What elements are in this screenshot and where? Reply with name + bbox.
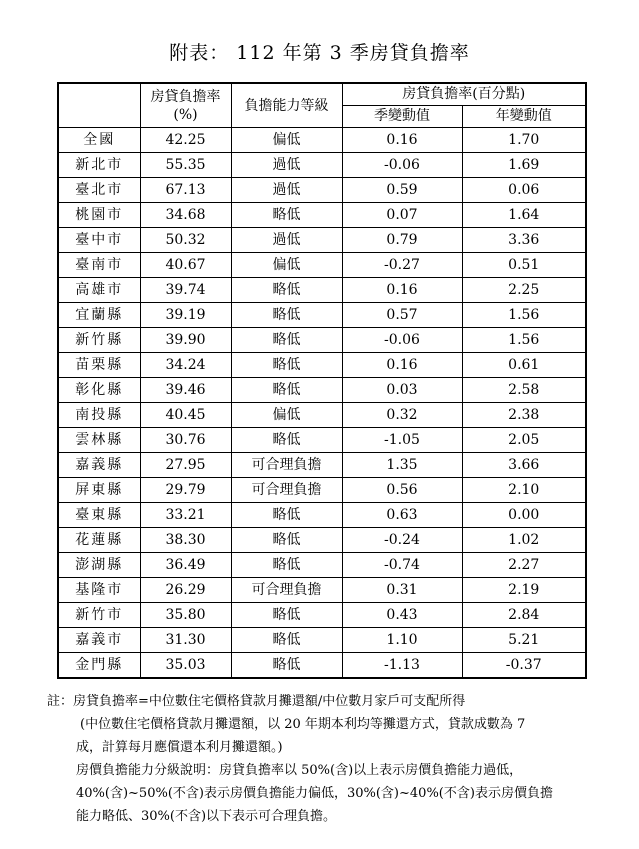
region-cell: 苗栗縣 xyxy=(58,353,140,378)
table-row xyxy=(58,553,586,578)
header-ratio-unit: (%) xyxy=(173,106,198,123)
region-cell: 全國 xyxy=(58,128,140,153)
note-method-cont: 成，計算每月應償還本利月攤還額。) xyxy=(76,740,283,755)
yoy-cell: 3.66 xyxy=(462,453,586,478)
region-cell: 屏東縣 xyxy=(58,478,140,503)
ratio-cell: 34.68 xyxy=(140,203,231,228)
yoy-cell: 2.58 xyxy=(462,378,586,403)
yoy-cell: 2.27 xyxy=(462,553,586,578)
ratio-cell: 27.95 xyxy=(140,453,231,478)
ratio-cell: 40.45 xyxy=(140,403,231,428)
yoy-cell: 0.06 xyxy=(462,178,586,203)
level-cell: 過低 xyxy=(231,228,342,253)
qoq-cell: 0.63 xyxy=(342,503,462,528)
level-cell: 略低 xyxy=(231,203,342,228)
qoq-cell: -0.74 xyxy=(342,553,462,578)
header-level: 負擔能力等級 xyxy=(231,83,342,128)
qoq-cell: -0.27 xyxy=(342,253,462,278)
ratio-cell: 26.29 xyxy=(140,578,231,603)
level-cell: 略低 xyxy=(231,553,342,578)
table-row xyxy=(58,603,586,628)
table-row xyxy=(58,653,586,679)
ratio-cell: 39.74 xyxy=(140,278,231,303)
qoq-cell: 0.32 xyxy=(342,403,462,428)
region-cell: 南投縣 xyxy=(58,403,140,428)
table-row xyxy=(58,378,586,403)
table-row xyxy=(58,253,586,278)
table-row xyxy=(58,353,586,378)
table-row xyxy=(58,453,586,478)
region-cell: 宜蘭縣 xyxy=(58,303,140,328)
yoy-cell: 3.36 xyxy=(462,228,586,253)
level-cell: 略低 xyxy=(231,278,342,303)
level-cell: 偏低 xyxy=(231,403,342,428)
qoq-cell: -0.06 xyxy=(342,328,462,353)
table-row xyxy=(58,203,586,228)
table-row xyxy=(58,428,586,453)
qoq-cell: 0.43 xyxy=(342,603,462,628)
header-ratio xyxy=(140,83,231,128)
level-cell: 略低 xyxy=(231,328,342,353)
ratio-cell: 33.21 xyxy=(140,503,231,528)
level-cell: 偏低 xyxy=(231,253,342,278)
yoy-cell: 1.02 xyxy=(462,528,586,553)
region-cell: 嘉義市 xyxy=(58,628,140,653)
table-body xyxy=(58,128,586,679)
table-row xyxy=(58,628,586,653)
yoy-cell: 2.05 xyxy=(462,428,586,453)
yoy-cell: 1.56 xyxy=(462,328,586,353)
level-cell: 偏低 xyxy=(231,128,342,153)
ratio-cell: 36.49 xyxy=(140,553,231,578)
qoq-cell: 1.35 xyxy=(342,453,462,478)
level-cell: 過低 xyxy=(231,178,342,203)
region-cell: 臺中市 xyxy=(58,228,140,253)
qoq-cell: -0.24 xyxy=(342,528,462,553)
header-yoy: 年變動值 xyxy=(462,106,586,128)
table-row xyxy=(58,578,586,603)
header-ratio-label: 房貸負擔率 xyxy=(150,88,221,105)
table-row xyxy=(58,228,586,253)
yoy-cell: 1.70 xyxy=(462,128,586,153)
note-definition: 註：房貸負擔率=中位數住宅價格貸款月攤還額/中位數月家戶可支配所得 xyxy=(47,694,466,709)
ratio-cell: 39.90 xyxy=(140,328,231,353)
ratio-cell: 55.35 xyxy=(140,153,231,178)
level-cell: 略低 xyxy=(231,503,342,528)
region-cell: 花蓮縣 xyxy=(58,528,140,553)
housing-loan-burden-table xyxy=(57,82,587,679)
level-cell: 略低 xyxy=(231,653,342,679)
level-cell: 可合理負擔 xyxy=(231,478,342,503)
ratio-cell: 67.13 xyxy=(140,178,231,203)
note-level-definition-cont: 40%(含)~50%(不含)表示房價負擔能力偏低，30%(含)~40%(不含)表示房價負擔 xyxy=(76,786,553,801)
table-row xyxy=(58,128,586,153)
region-cell: 澎湖縣 xyxy=(58,553,140,578)
note-method: (中位數住宅價格貸款月攤還額，以 20 年期本利均等攤還方式，貸款成數為 7 xyxy=(80,717,526,732)
ratio-cell: 42.25 xyxy=(140,128,231,153)
region-cell: 金門縣 xyxy=(58,653,140,679)
ratio-cell: 50.32 xyxy=(140,228,231,253)
yoy-cell: 2.38 xyxy=(462,403,586,428)
qoq-cell: 1.10 xyxy=(342,628,462,653)
qoq-cell: 0.57 xyxy=(342,303,462,328)
qoq-cell: 0.56 xyxy=(342,478,462,503)
level-cell: 略低 xyxy=(231,303,342,328)
qoq-cell: -1.05 xyxy=(342,428,462,453)
region-cell: 新北市 xyxy=(58,153,140,178)
region-cell: 臺南市 xyxy=(58,253,140,278)
region-cell: 嘉義縣 xyxy=(58,453,140,478)
yoy-cell: 1.64 xyxy=(462,203,586,228)
header-qoq: 季變動值 xyxy=(342,106,462,128)
qoq-cell: 0.59 xyxy=(342,178,462,203)
yoy-cell: 0.61 xyxy=(462,353,586,378)
qoq-cell: 0.07 xyxy=(342,203,462,228)
yoy-cell: -0.37 xyxy=(462,653,586,679)
ratio-cell: 34.24 xyxy=(140,353,231,378)
region-cell: 臺東縣 xyxy=(58,503,140,528)
level-cell: 略低 xyxy=(231,628,342,653)
table-row xyxy=(58,153,586,178)
page-title: 附表： 112 年第 3 季房貸負擔率 xyxy=(169,42,470,64)
region-cell: 彰化縣 xyxy=(58,378,140,403)
yoy-cell: 5.21 xyxy=(462,628,586,653)
table-row xyxy=(58,503,586,528)
qoq-cell: 0.16 xyxy=(342,278,462,303)
region-cell: 臺北市 xyxy=(58,178,140,203)
qoq-cell: 0.16 xyxy=(342,353,462,378)
ratio-cell: 38.30 xyxy=(140,528,231,553)
table-row xyxy=(58,478,586,503)
ratio-cell: 40.67 xyxy=(140,253,231,278)
yoy-cell: 2.19 xyxy=(462,578,586,603)
region-cell: 桃園市 xyxy=(58,203,140,228)
region-cell: 新竹市 xyxy=(58,603,140,628)
header-region xyxy=(58,83,140,128)
yoy-cell: 1.56 xyxy=(462,303,586,328)
ratio-cell: 30.76 xyxy=(140,428,231,453)
ratio-cell: 35.03 xyxy=(140,653,231,679)
level-cell: 可合理負擔 xyxy=(231,578,342,603)
qoq-cell: 0.31 xyxy=(342,578,462,603)
table-row xyxy=(58,328,586,353)
ratio-cell: 31.30 xyxy=(140,628,231,653)
note-level-definition: 房價負擔能力分級說明：房貸負擔率以 50%(含)以上表示房價負擔能力過低， xyxy=(76,763,523,778)
level-cell: 略低 xyxy=(231,528,342,553)
table-row xyxy=(58,403,586,428)
table-row xyxy=(58,178,586,203)
level-cell: 略低 xyxy=(231,378,342,403)
region-cell: 基隆市 xyxy=(58,578,140,603)
level-cell: 略低 xyxy=(231,603,342,628)
region-cell: 高雄市 xyxy=(58,278,140,303)
table-row xyxy=(58,303,586,328)
ratio-cell: 39.46 xyxy=(140,378,231,403)
qoq-cell: 0.79 xyxy=(342,228,462,253)
yoy-cell: 2.10 xyxy=(462,478,586,503)
ratio-cell: 29.79 xyxy=(140,478,231,503)
ratio-cell: 35.80 xyxy=(140,603,231,628)
yoy-cell: 2.25 xyxy=(462,278,586,303)
header-change-group: 房貸負擔率(百分點) xyxy=(342,83,586,106)
qoq-cell: -1.13 xyxy=(342,653,462,679)
yoy-cell: 1.69 xyxy=(462,153,586,178)
level-cell: 略低 xyxy=(231,428,342,453)
ratio-cell: 39.19 xyxy=(140,303,231,328)
table-row xyxy=(58,528,586,553)
yoy-cell: 0.51 xyxy=(462,253,586,278)
table-row xyxy=(58,278,586,303)
level-cell: 過低 xyxy=(231,153,342,178)
qoq-cell: -0.06 xyxy=(342,153,462,178)
level-cell: 可合理負擔 xyxy=(231,453,342,478)
qoq-cell: 0.16 xyxy=(342,128,462,153)
yoy-cell: 0.00 xyxy=(462,503,586,528)
notes xyxy=(47,690,632,828)
note-level-definition-end: 能力略低、30%(不含)以下表示可合理負擔。 xyxy=(76,809,337,824)
region-cell: 新竹縣 xyxy=(58,328,140,353)
region-cell: 雲林縣 xyxy=(58,428,140,453)
qoq-cell: 0.03 xyxy=(342,378,462,403)
level-cell: 略低 xyxy=(231,353,342,378)
yoy-cell: 2.84 xyxy=(462,603,586,628)
